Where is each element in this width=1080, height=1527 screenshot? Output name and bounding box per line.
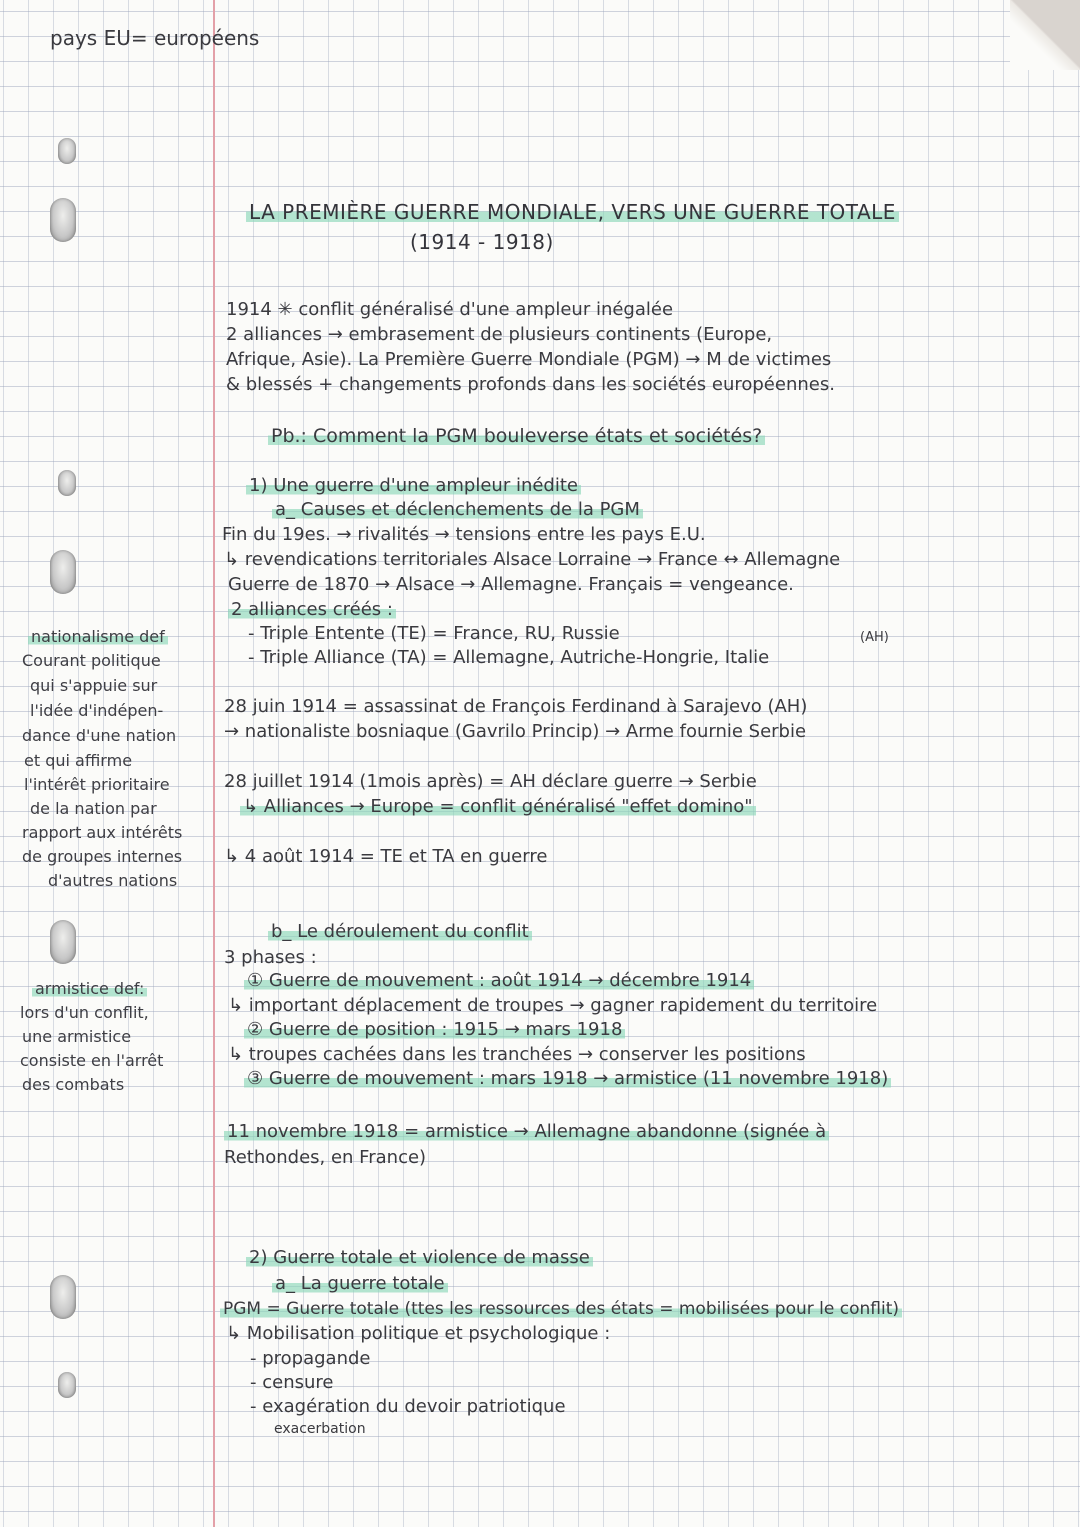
margin-definition: une armistice	[22, 1027, 132, 1046]
note-line: exacerbation	[274, 1421, 366, 1437]
subsection-heading: a_ Causes et déclenchements de la PGM	[272, 498, 643, 522]
note-line: ↳ Mobilisation politique et psychologique :	[226, 1323, 611, 1344]
margin-definition: l'idée d'indépen-	[30, 701, 164, 720]
margin-definition: consiste en l'arrêt	[20, 1051, 164, 1070]
margin-definition: de groupes internes	[22, 847, 183, 866]
section-heading: 2) Guerre totale et violence de masse	[246, 1246, 593, 1270]
intro-line: Afrique, Asie). La Première Guerre Mondiale (PGM) → M de victimes	[226, 349, 832, 370]
margin-definition: d'autres nations	[48, 871, 178, 890]
armistice-line: 11 novembre 1918 = armistice → Allemagne abandonne (signée à	[224, 1120, 829, 1144]
phase-line: ② Guerre de position : 1915 → mars 1918	[244, 1018, 625, 1042]
note-line: ↳ Alliances → Europe = conflit généralisé "effet domino"	[240, 795, 756, 819]
margin-definition: qui s'appuie sur	[30, 676, 158, 695]
note-line: ↳ revendications territoriales Alsace Lorraine → France ↔ Allemagne	[224, 549, 841, 570]
armistice-line: Rethondes, en France)	[224, 1147, 427, 1168]
note-line: PGM = Guerre totale (ttes les ressources des états = mobilisées pour le conflit)	[220, 1297, 902, 1321]
binder-hole-icon	[50, 1275, 76, 1319]
phase-line: ↳ important déplacement de troupes → gagner rapidement du territoire	[228, 995, 878, 1016]
margin-definition: armistice def:	[32, 978, 147, 999]
note-line: → nationaliste bosniaque (Gavrilo Princip) → Arme fournie Serbie	[224, 721, 807, 742]
note-line: Fin du 19es. → rivalités → tensions entre les pays E.U.	[222, 524, 706, 545]
note-line: 3 phases :	[224, 947, 317, 968]
note-line: - Triple Alliance (TA) = Allemagne, Autriche-Hongrie, Italie	[248, 647, 770, 668]
binder-hole-icon	[50, 920, 76, 964]
binder-hole-icon	[50, 550, 76, 594]
margin-definition: lors d'un conflit,	[20, 1003, 149, 1022]
subsection-heading: b_ Le déroulement du conflit	[268, 920, 532, 944]
phase-line: ↳ troupes cachées dans les tranchées → conserver les positions	[228, 1044, 806, 1065]
margin-definition: des combats	[22, 1075, 125, 1094]
note-line: 28 juillet 1914 (1mois après) = AH déclare guerre → Serbie	[224, 771, 757, 792]
ah-note: (AH)	[860, 630, 889, 645]
note-line: ↳ 4 août 1914 = TE et TA en guerre	[224, 846, 548, 867]
section-heading: 1) Une guerre d'une ampleur inédite	[246, 474, 581, 498]
problem-statement: Pb.: Comment la PGM bouleverse états et sociétés?	[268, 424, 765, 448]
binder-hole-icon	[58, 1372, 76, 1398]
binder-hole-icon	[58, 470, 76, 496]
intro-line: 2 alliances → embrasement de plusieurs continents (Europe,	[226, 324, 773, 345]
intro-line: & blessés + changements profonds dans les sociétés européennes.	[226, 374, 835, 395]
margin-definition: dance d'une nation	[22, 726, 177, 745]
note-line: 2 alliances créés :	[228, 598, 396, 622]
margin-definition: nationalisme def	[28, 626, 168, 647]
page-title: LA PREMIÈRE GUERRE MONDIALE, VERS UNE GUERRE TOTALE	[246, 200, 899, 224]
intro-line: 1914 ✳ conflit généralisé d'une ampleur inégalée	[226, 299, 674, 320]
phase-line: ① Guerre de mouvement : août 1914 → décembre 1914	[244, 969, 754, 993]
margin-definition: et qui affirme	[24, 751, 133, 770]
note-line: - exagération du devoir patriotique	[250, 1396, 566, 1417]
page-title-dates: (1914 - 1918)	[410, 230, 554, 254]
margin-definition: de la nation par	[30, 799, 157, 818]
note-line: - censure	[250, 1372, 334, 1393]
binder-hole-icon	[50, 198, 76, 242]
page-corner-fold	[1010, 0, 1080, 70]
note-line: Guerre de 1870 → Alsace → Allemagne. Français = vengeance.	[228, 574, 794, 595]
margin-line	[213, 0, 215, 1527]
note-line: - propagande	[250, 1348, 371, 1369]
margin-definition: Courant politique	[22, 651, 161, 670]
margin-definition: l'intérêt prioritaire	[24, 775, 170, 794]
header-note: pays EU= européens	[50, 26, 260, 50]
margin-definition: rapport aux intérêts	[22, 823, 183, 842]
binder-hole-icon	[58, 138, 76, 164]
subsection-heading: a_ La guerre totale	[272, 1272, 448, 1296]
note-line: 28 juin 1914 = assassinat de François Ferdinand à Sarajevo (AH)	[224, 696, 808, 717]
phase-line: ③ Guerre de mouvement : mars 1918 → armistice (11 novembre 1918)	[244, 1067, 891, 1091]
note-line: - Triple Entente (TE) = France, RU, Russie	[248, 623, 620, 644]
